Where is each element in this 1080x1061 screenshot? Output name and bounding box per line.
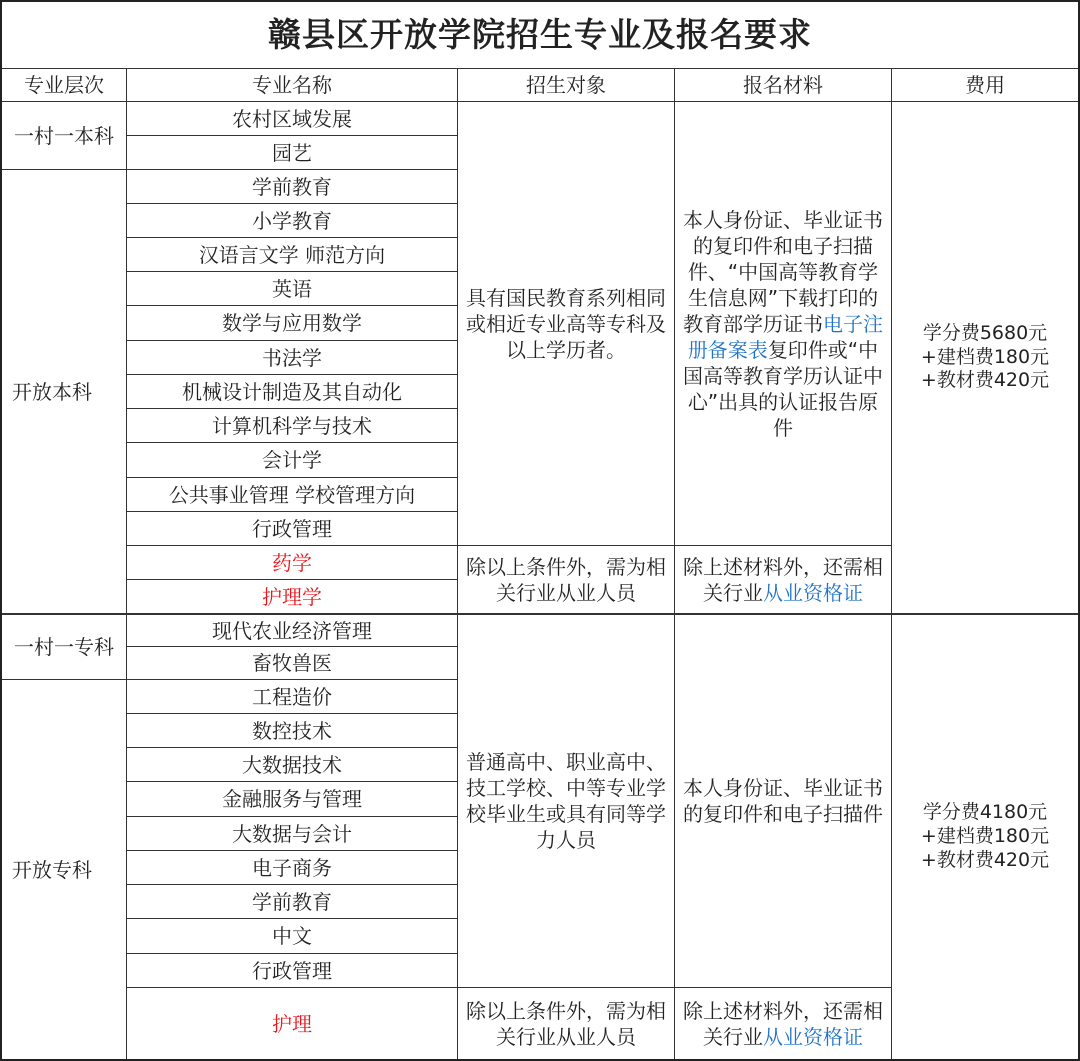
fee-line: 学分费5680元 <box>922 321 1048 344</box>
associate-target <box>458 614 675 988</box>
bachelor-target-extra <box>458 546 675 614</box>
materials-text-part: 复印件或“中国高等教育学历认证中心”出具的认证报告原件 <box>683 337 883 440</box>
major-cell: 金融服务与管理 <box>127 782 458 817</box>
extra-materials-prefix: 除上述材料外，还需相关行业 <box>683 998 883 1049</box>
bachelor-target-extra-text: 除以上条件外，需为相关行业从业人员 <box>466 554 666 605</box>
major-cell: 会计学 <box>127 443 458 478</box>
associate-fee <box>892 614 1078 1059</box>
associate-target-extra-text: 除以上条件外，需为相关行业从业人员 <box>466 998 666 1049</box>
associate-target-extra <box>458 988 675 1059</box>
header-fee: 费用 <box>892 69 1078 102</box>
major-cell: 畜牧兽医 <box>127 647 458 680</box>
major-cell: 汉语言文学 师范方向 <box>127 238 458 272</box>
header-materials: 报名材料 <box>675 69 892 102</box>
major-cell: 大数据与会计 <box>127 817 458 851</box>
major-cell: 数学与应用数学 <box>127 306 458 341</box>
major-cell: 行政管理 <box>127 954 458 988</box>
major-cell-highlight: 药学 <box>127 546 458 580</box>
table-title: 赣县区开放学院招生专业及报名要求 <box>2 2 1078 69</box>
header-level: 专业层次 <box>2 69 127 102</box>
qualification-certificate-link[interactable]: 从业资格证 <box>763 1024 863 1049</box>
major-cell: 英语 <box>127 272 458 306</box>
extra-materials-prefix: 除上述材料外，还需相关行业 <box>683 554 883 605</box>
fee-line: +教材费420元 <box>920 848 1050 871</box>
major-cell: 现代农业经济管理 <box>127 614 458 647</box>
associate-materials <box>675 614 892 988</box>
qualification-certificate-link[interactable]: 从业资格证 <box>763 580 863 605</box>
header-major: 专业名称 <box>127 69 458 102</box>
major-cell: 数控技术 <box>127 714 458 748</box>
associate-extra-materials-text <box>683 998 883 1050</box>
bachelor-materials <box>675 102 892 546</box>
fee-lines <box>921 322 1049 393</box>
level-cell: 一村一专科 <box>2 614 127 680</box>
bachelor-extra-materials <box>675 546 892 614</box>
major-cell: 学前教育 <box>127 170 458 204</box>
major-cell: 小学教育 <box>127 204 458 238</box>
registration-form-link[interactable]: 电子注册备案表 <box>687 311 883 362</box>
major-cell: 园艺 <box>127 136 458 170</box>
major-cell-highlight: 护理 <box>127 988 458 1059</box>
major-cell: 农村区域发展 <box>127 102 458 136</box>
major-cell: 行政管理 <box>127 512 458 546</box>
fee-line: +建档费180元 <box>920 825 1050 848</box>
major-cell: 中文 <box>127 919 458 954</box>
bachelor-target-text: 具有国民教育系列相同或相近专业高等专科及以上学历者。 <box>466 285 666 362</box>
fee-lines <box>921 801 1049 872</box>
associate-extra-materials <box>675 988 892 1059</box>
major-cell: 学前教育 <box>127 885 458 919</box>
bachelor-target <box>458 102 675 546</box>
major-cell: 机械设计制造及其自动化 <box>127 375 458 409</box>
bachelor-fee <box>892 102 1078 614</box>
fee-line: +建档费180元 <box>920 345 1050 368</box>
level-cell: 一村一本科 <box>2 102 127 170</box>
fee-line: +教材费420元 <box>920 369 1050 392</box>
major-cell: 公共事业管理 学校管理方向 <box>127 478 458 512</box>
major-cell: 电子商务 <box>127 851 458 885</box>
major-cell: 书法学 <box>127 341 458 375</box>
level-cell: 开放专科 <box>2 680 127 1059</box>
level-cell: 开放本科 <box>2 170 127 614</box>
fee-line: 学分费4180元 <box>922 801 1048 824</box>
major-cell: 工程造价 <box>127 680 458 714</box>
major-cell-highlight: 护理学 <box>127 580 458 614</box>
major-cell: 大数据技术 <box>127 748 458 782</box>
associate-materials-text: 本人身份证、毕业证书的复印件和电子扫描件 <box>683 776 883 826</box>
associate-target-text: 普通高中、职业高中、技工学校、中等专业学校毕业生或具有同等学力人员 <box>466 750 666 852</box>
major-cell: 计算机科学与技术 <box>127 409 458 443</box>
header-target: 招生对象 <box>458 69 675 102</box>
bachelor-materials-text <box>683 207 883 441</box>
materials-text-part: 本人身份证、毕业证书的复印件和电子扫描件、“中国高等教育学生信息网”下载打印的教育部学历证书 <box>683 207 883 336</box>
bachelor-extra-materials-text <box>683 554 883 606</box>
